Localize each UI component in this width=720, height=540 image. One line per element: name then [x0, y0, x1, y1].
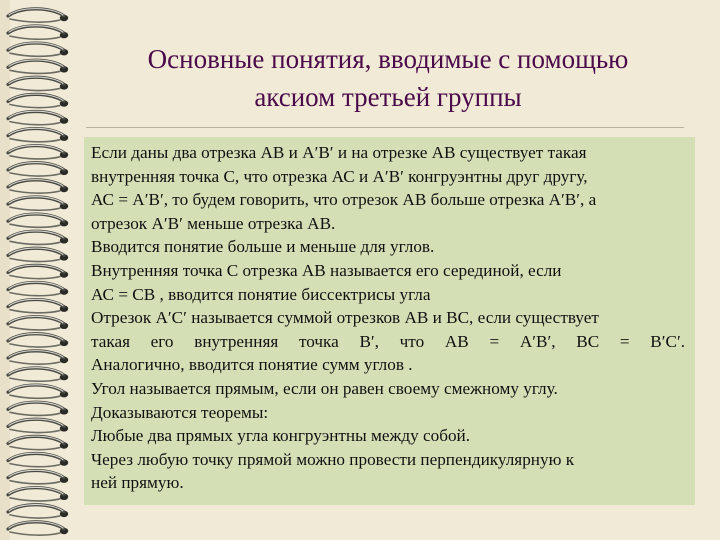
spiral-ring: [8, 111, 68, 125]
text-line: ней прямую.: [91, 473, 184, 493]
text-line-justified: [91, 330, 685, 354]
title-line-1: Основные понятия, вводимые с помощью: [147, 44, 629, 74]
spiral-ring: [8, 265, 68, 279]
text-line: АС = СВ , вводится понятие биссектрисы угла: [91, 284, 431, 304]
spiral-ring: [8, 214, 68, 228]
title-divider: [86, 127, 684, 128]
word: точка: [298, 331, 339, 351]
spiral-ring: [8, 128, 68, 142]
spiral-ring: [8, 43, 68, 57]
text-line: отрезок А′В′ меньше отрезка АВ.: [91, 213, 336, 233]
text-line: внутренняя точка С, что отрезка АС и А′В′ конгруэнтны друг другу,: [91, 166, 588, 186]
text-line: Любые два прямых угла конгруэнтны между собой.: [91, 426, 471, 446]
word: его: [150, 331, 174, 351]
title-line-2: аксиом третьей группы: [254, 82, 522, 112]
spiral-ring: [8, 94, 68, 108]
spiral-ring: [8, 26, 68, 40]
spiral-ring: [8, 231, 68, 245]
word: АВ: [444, 331, 469, 351]
slide-title: [88, 40, 688, 116]
spiral-ring: [8, 299, 68, 313]
spiral-ring: [8, 77, 68, 91]
text-line: Отрезок А′С′ называется суммой отрезков АВ и ВС, если существует: [91, 308, 599, 328]
spiral-ring: [8, 351, 68, 365]
word: что: [399, 331, 425, 351]
spiral-ring: [8, 402, 68, 416]
spiral-ring: [8, 145, 68, 159]
spiral-ring: [8, 522, 68, 536]
word: А′В′,: [519, 331, 556, 351]
spiral-ring: [8, 419, 68, 433]
spiral-ring: [8, 436, 68, 450]
spiral-ring: [8, 282, 68, 296]
spiral-ring: [8, 316, 68, 330]
word: =: [489, 331, 500, 351]
spiral-ring: [8, 368, 68, 382]
word: внутренняя: [194, 331, 279, 351]
spiral-ring: [8, 163, 68, 177]
spiral-binding: [0, 0, 82, 540]
word: В′С′.: [650, 331, 685, 351]
spiral-ring: [8, 505, 68, 519]
spiral-ring: [8, 334, 68, 348]
spiral-ring: [8, 197, 68, 211]
spiral-ring: [8, 470, 68, 484]
text-line: АС = А′В′, то будем говорить, что отрезок АВ больше отрезка А′В′, а: [91, 190, 597, 210]
word: В′,: [359, 331, 379, 351]
spiral-ring: [8, 60, 68, 74]
text-line: Вводится понятие больше и меньше для углов.: [91, 237, 435, 257]
spiral-ring: [8, 9, 68, 23]
text-line: Внутренняя точка С отрезка АВ называется его серединой, если: [91, 260, 562, 280]
spiral-ring: [8, 487, 68, 501]
text-line: Угол называется прямым, если он равен своему смежному углу.: [91, 378, 558, 398]
body-text: [91, 141, 685, 495]
word: =: [619, 331, 630, 351]
text-line: Доказываются теоремы:: [91, 402, 269, 422]
text-line: Если даны два отрезка АВ и А′В′ и на отрезке АВ существует такая: [91, 143, 587, 162]
word: ВС: [576, 331, 600, 351]
spiral-ring: [8, 180, 68, 194]
text-line: Через любую точку прямой можно провести перпендикулярную к: [91, 449, 575, 469]
word: такая: [91, 331, 130, 351]
text-line: Аналогично, вводится понятие сумм углов .: [91, 355, 413, 375]
spiral-ring: [8, 453, 68, 467]
spiral-ring: [8, 385, 68, 399]
spiral-ring: [8, 248, 68, 262]
